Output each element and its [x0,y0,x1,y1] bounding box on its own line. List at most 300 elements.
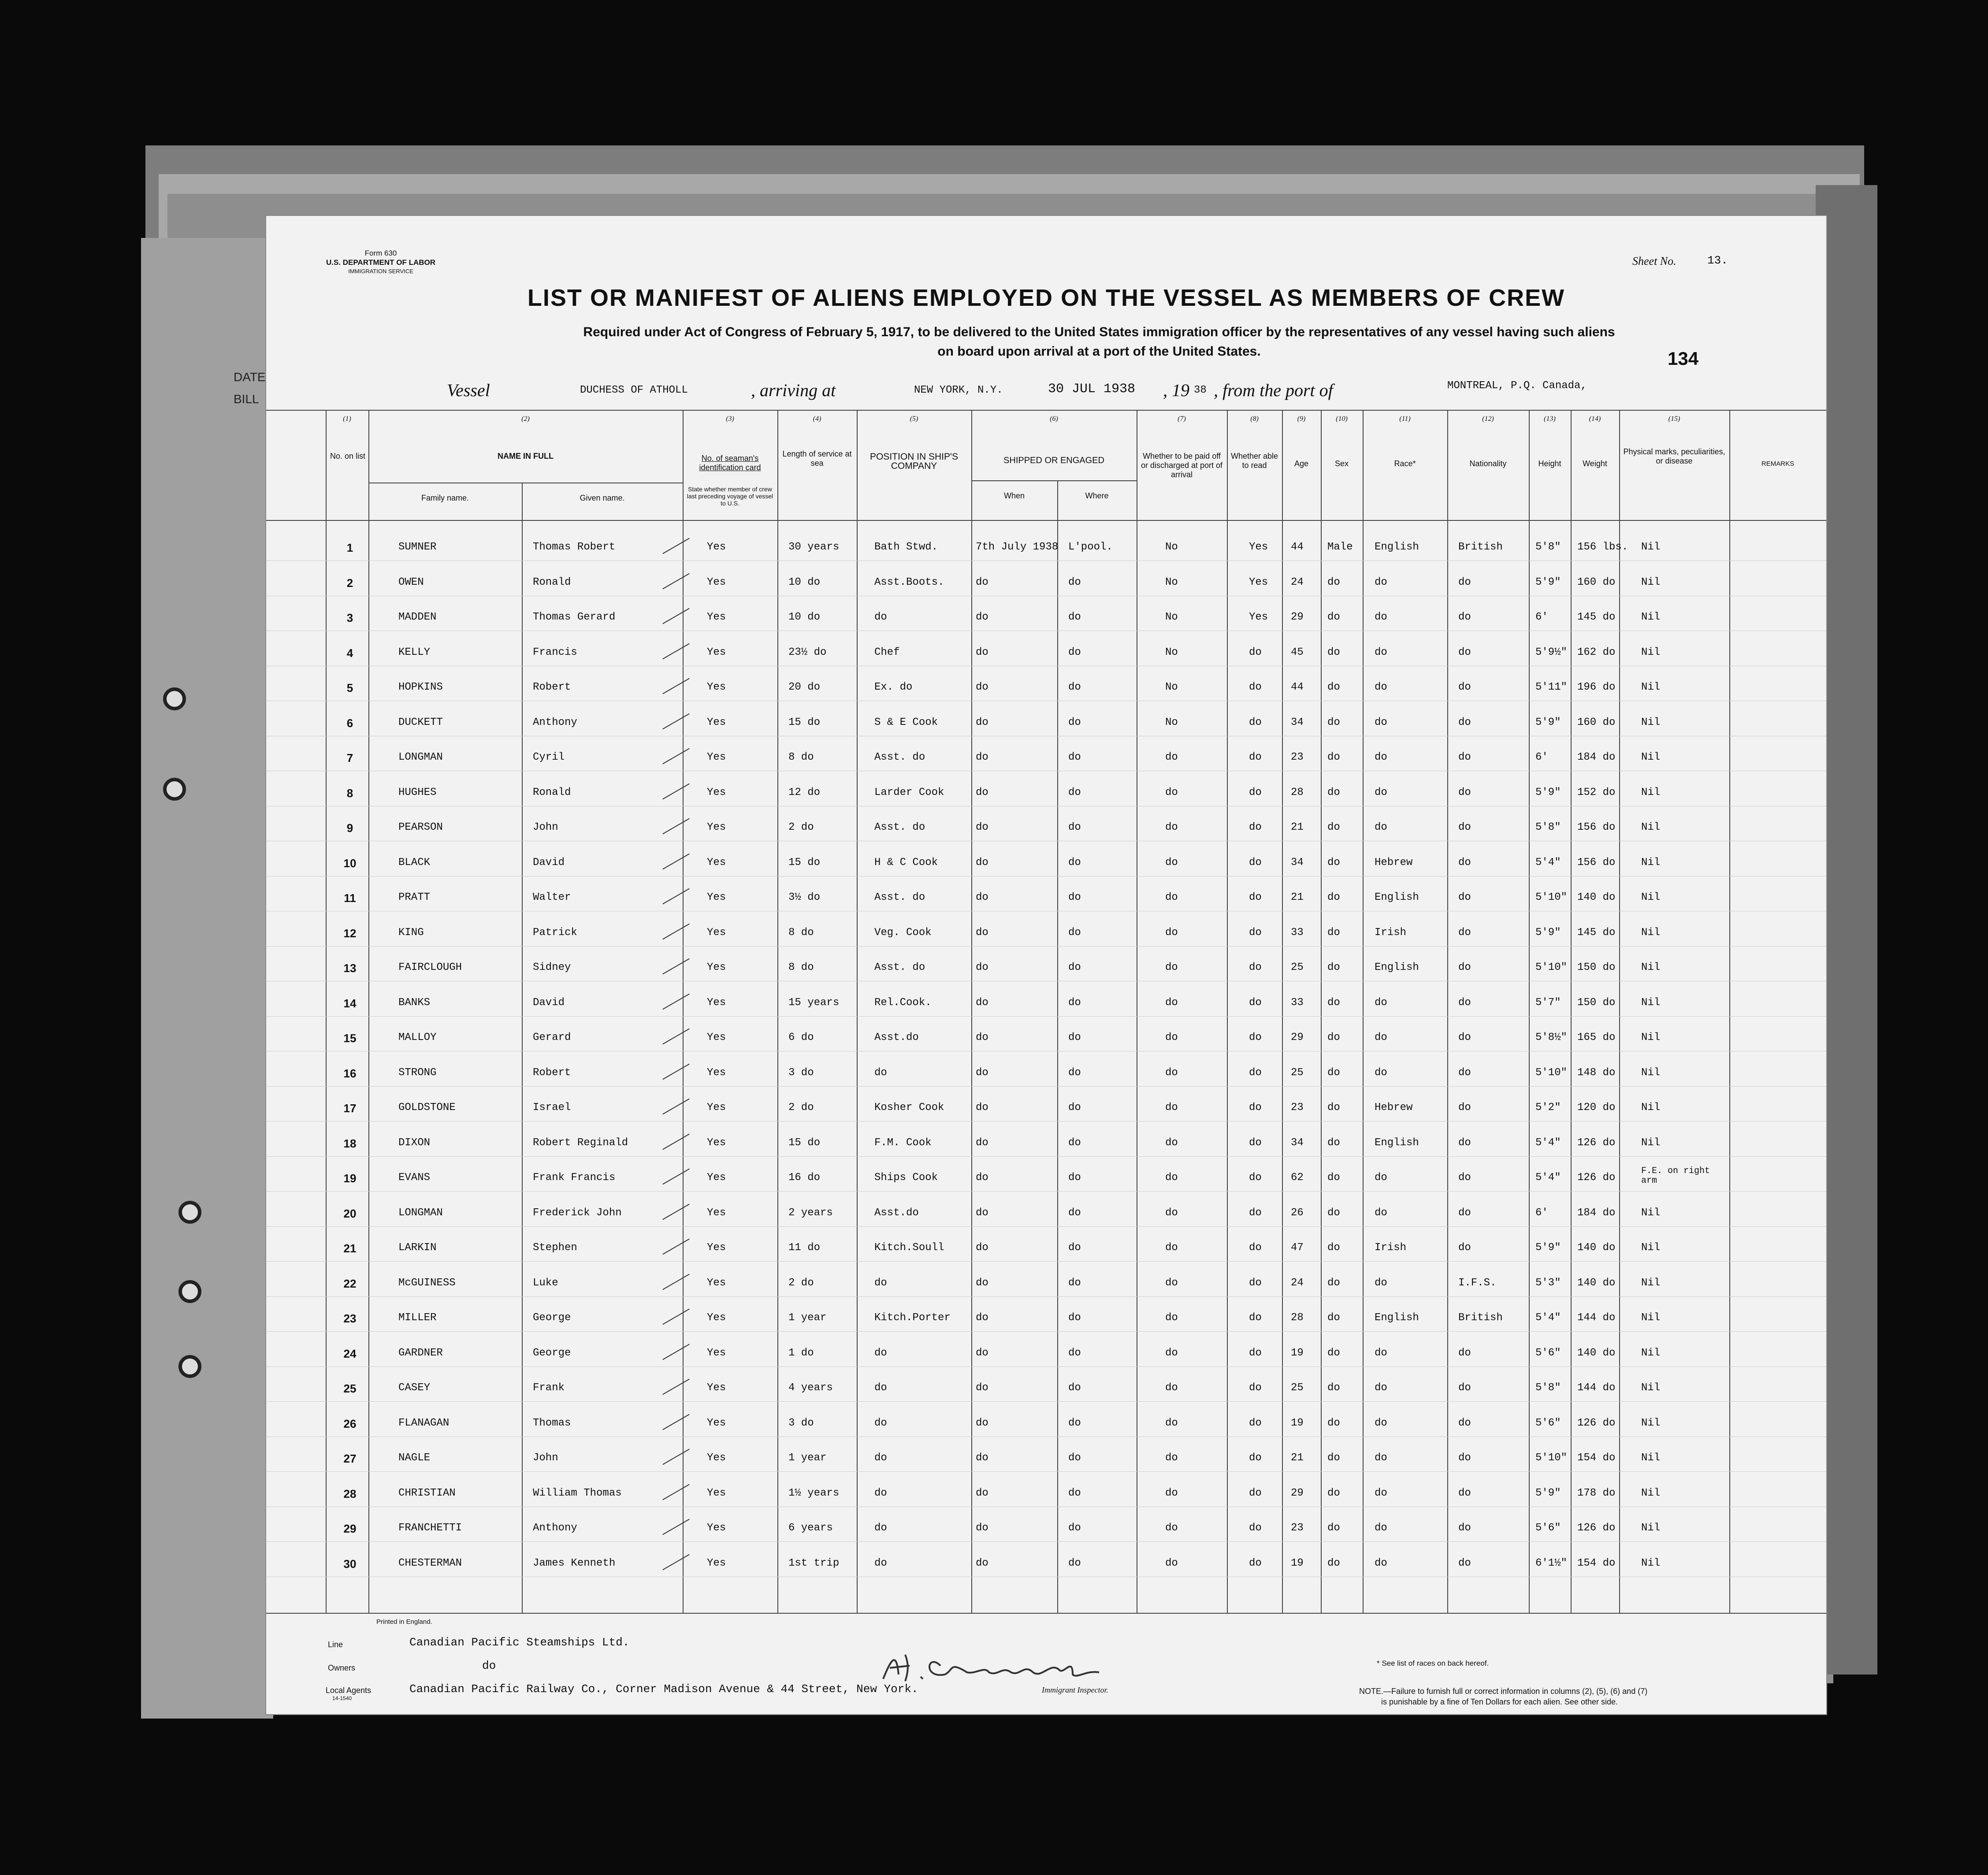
cell-sex: do [1327,1207,1340,1219]
cell-sex: do [1327,962,1340,973]
cell-position: do [874,1522,887,1534]
cell-nationality: British [1458,541,1503,553]
cell-family: FAIRCLOUGH [398,962,462,973]
cell-sex: do [1327,996,1340,1009]
cell-age: 28 [1291,786,1304,798]
from-port-label: , from the port of [1214,380,1333,400]
table-bottom-border [266,1613,1826,1614]
cell-card: Yes [707,1382,726,1394]
cell-read: do [1249,1102,1262,1114]
cell-service: 2 do [788,1277,814,1289]
cell-race: do [1375,1032,1387,1043]
cell-position: Veg. Cook [874,926,932,939]
cell-when: do [976,1382,988,1394]
cell-position: Asst.do [874,1032,919,1043]
cell-card: Yes [707,716,726,728]
header-paid-off: Whether to be paid off or discharged at port of arrival [1141,452,1223,479]
row-divider [266,1331,1826,1332]
cell-marks: Nil [1641,576,1661,588]
cell-nationality: do [1458,891,1471,903]
cell-family: STRONG [398,1066,437,1079]
column-number: (6) [1050,415,1058,423]
cell-height: 5'9" [1535,716,1561,728]
check-mark [662,993,690,1010]
column-number: (11) [1399,415,1411,423]
cell-race: do [1375,1347,1387,1359]
cell-height: 5'8" [1535,541,1561,553]
column-number: (4) [813,415,821,423]
cell-age: 24 [1291,1277,1304,1289]
arrival-port: NEW YORK, N.Y. [914,384,1003,396]
manifest-title: LIST OR MANIFEST OF ALIENS EMPLOYED ON THE VESSEL AS MEMBERS OF CREW [527,285,1565,311]
cell-race: do [1375,1522,1387,1534]
cell-race: English [1375,962,1419,973]
column-divider [1057,480,1058,1613]
cell-when: do [976,1347,988,1359]
cell-age: 25 [1291,1382,1304,1394]
cell-marks: Nil [1641,1347,1661,1359]
header-where: Where [1085,491,1109,500]
cell-when: do [976,1066,988,1079]
cell-when: do [976,1417,988,1429]
cell-age: 23 [1291,1102,1304,1114]
cell-race: Hebrew [1375,1102,1413,1114]
cell-weight: 184 do [1577,751,1616,763]
cell-family: NAGLE [398,1452,431,1464]
cell-read: do [1249,646,1262,658]
cell-num: 3 [346,611,353,624]
cell-read: do [1249,1066,1262,1079]
form-number: Form 630 [364,249,397,257]
check-mark [662,1203,690,1220]
header-race: Race* [1394,459,1416,468]
cell-where: do [1068,1242,1081,1254]
cell-service: 23½ do [788,646,827,658]
cell-sex: do [1327,891,1340,903]
cell-marks: Nil [1641,646,1661,658]
header-shipped-engaged: SHIPPED OR ENGAGED [1003,456,1104,465]
header-physical-marks: Physical marks, peculiarities, or disease [1623,447,1725,465]
cell-service: 20 do [788,681,821,693]
cell-card: Yes [707,1066,726,1079]
cell-family: HOPKINS [398,681,443,693]
cell-height: 5'4" [1535,1172,1561,1184]
cell-position: Ships Cook [874,1172,938,1184]
cell-service: 15 do [788,716,821,728]
cell-marks: Nil [1641,716,1661,728]
cell-family: CASEY [398,1382,431,1394]
cell-age: 34 [1291,716,1304,728]
cell-where: do [1068,1417,1081,1429]
cell-height: 5'6" [1535,1417,1561,1429]
cell-race: do [1375,1066,1387,1079]
cell-service: 10 do [788,611,821,623]
cell-num: 20 [343,1207,357,1220]
header-family-name: Family name. [421,494,469,502]
cell-family: McGUINESS [398,1277,456,1289]
cell-family: CHRISTIAN [398,1487,456,1499]
cell-num: 23 [343,1312,357,1325]
cell-weight: 165 do [1577,1032,1616,1043]
cell-given: Stephen [533,1242,577,1254]
cell-where: do [1068,1557,1081,1569]
cell-given: Cyril [533,751,565,763]
cell-position: Asst. do [874,891,925,903]
cell-when: do [976,646,988,658]
cell-race: do [1375,1382,1387,1394]
cell-given: Frank Francis [533,1172,616,1184]
cell-when: do [976,856,988,869]
cell-position: do [874,1347,887,1359]
cell-family: FRANCHETTI [398,1522,462,1534]
cell-age: 21 [1291,821,1304,833]
cell-weight: 156 do [1577,821,1616,833]
header-height: Height [1538,459,1561,468]
cell-nationality: do [1458,1557,1471,1569]
cell-given: Luke [533,1277,558,1289]
cell-read: do [1249,1242,1262,1254]
cell-race: English [1375,891,1419,903]
column-number: (3) [726,415,734,423]
cell-sex: do [1327,1487,1340,1499]
cell-read: do [1249,1347,1262,1359]
cell-height: 5'10" [1535,962,1568,973]
cell-given: Robert [533,681,571,693]
cell-num: 30 [343,1557,357,1571]
cell-where: do [1068,1102,1081,1114]
cell-service: 3 do [788,1417,814,1429]
cell-position: Ex. do [874,681,913,693]
cell-weight: 150 do [1577,962,1616,973]
cell-race: do [1375,751,1387,763]
cell-nationality: do [1458,1242,1471,1254]
check-mark [662,818,690,835]
cell-where: do [1068,1382,1081,1394]
cell-weight: 140 do [1577,1347,1616,1359]
cell-position: do [874,1487,887,1499]
cell-marks: Nil [1641,1032,1661,1043]
cell-marks: Nil [1641,1136,1661,1149]
check-mark [662,1239,690,1255]
cell-card: Yes [707,926,726,939]
sheet-number: 13. [1707,254,1728,267]
cell-where: do [1068,821,1081,833]
cell-card: Yes [707,751,726,763]
cell-service: 8 do [788,962,814,973]
cell-read: do [1249,1557,1262,1569]
cell-where: do [1068,1522,1081,1534]
cell-age: 47 [1291,1242,1304,1254]
cell-nationality: do [1458,681,1471,693]
cell-sex: do [1327,1032,1340,1043]
cell-card: Yes [707,1207,726,1219]
cell-nationality: do [1458,1417,1471,1429]
agents-value: Canadian Pacific Railway Co., Corner Madison Avenue & 44 Street, New York. [409,1682,918,1696]
cell-paid: No [1165,576,1178,588]
cell-service: 1st trip [788,1557,840,1569]
cell-paid: do [1165,1452,1178,1464]
cell-nationality: do [1458,1347,1471,1359]
check-mark [662,923,690,939]
cell-family: MILLER [398,1312,437,1324]
cell-family: FLANAGAN [398,1417,450,1429]
line-label: Line [328,1640,343,1649]
cell-marks: Nil [1641,821,1661,833]
cell-paid: do [1165,1032,1178,1043]
cell-service: 2 years [788,1207,833,1219]
cell-where: do [1068,1277,1081,1289]
cell-where: do [1068,1066,1081,1079]
cell-num: 1 [346,541,353,554]
row-divider [266,1191,1826,1192]
cell-service: 2 do [788,1102,814,1114]
cell-paid: do [1165,856,1178,869]
cell-service: 1 do [788,1347,814,1359]
cell-position: do [874,1417,887,1429]
cell-where: do [1068,1136,1081,1149]
cell-num: 5 [346,681,353,694]
cell-sex: do [1327,1102,1340,1114]
cell-marks: Nil [1641,786,1661,798]
cell-weight: 150 do [1577,996,1616,1009]
cell-when: do [976,1452,988,1464]
cell-read: do [1249,1207,1262,1219]
cell-nationality: do [1458,751,1471,763]
header-sex: Sex [1334,459,1349,468]
cell-family: KING [398,926,424,939]
cell-read: do [1249,716,1262,728]
subtitle-line-1: Required under Act of Congress of February 5, 1917, to be delivered to the United States immigration officer by the representatives of any vessel having such aliens [583,325,1615,339]
cell-height: 5'8" [1535,821,1561,833]
cell-card: Yes [707,1277,726,1289]
cell-given: Sidney [533,962,571,973]
cell-when: do [976,1522,988,1534]
row-divider [266,1261,1826,1262]
cell-when: do [976,716,988,728]
cell-race: Irish [1375,1242,1407,1254]
cell-when: do [976,996,988,1009]
cell-num: 14 [343,996,357,1010]
cell-paid: do [1165,1207,1178,1219]
vessel-label: Vessel [447,380,490,400]
cell-nationality: do [1458,786,1471,798]
cell-position: do [874,1277,887,1289]
cell-family: PRATT [398,891,431,903]
cell-height: 5'9" [1535,926,1561,939]
cell-read: do [1249,1136,1262,1149]
row-divider [266,1016,1826,1017]
cell-family: MALLOY [398,1032,437,1043]
cell-sex: do [1327,1242,1340,1254]
cell-race: do [1375,1452,1387,1464]
edge-date-label: DATE [234,370,266,384]
cell-given: James Kenneth [533,1557,616,1569]
cell-paid: do [1165,1382,1178,1394]
cell-nationality: do [1458,996,1471,1009]
cell-nationality: do [1458,576,1471,588]
cell-height: 5'4" [1535,1312,1561,1324]
cell-sex: do [1327,1452,1340,1464]
owners-label: Owners [328,1663,356,1672]
cell-height: 5'4" [1535,1136,1561,1149]
cell-position: do [874,1382,887,1394]
cell-position: H & C Cook [874,856,938,869]
cell-num: 16 [343,1066,357,1080]
cell-read: Yes [1249,576,1268,588]
cell-position: Rel.Cook. [874,996,932,1009]
agents-label: Local Agents [326,1686,372,1695]
cell-sex: Male [1327,541,1353,553]
cell-nationality: do [1458,856,1471,869]
cell-given: John [533,1452,558,1464]
column-divider [971,410,972,1613]
cell-marks: Nil [1641,681,1661,693]
header-nationality: Nationality [1469,459,1507,468]
cell-card: Yes [707,1312,726,1324]
cell-where: do [1068,926,1081,939]
cell-family: EVANS [398,1172,431,1184]
check-mark [662,1554,690,1570]
header-id-card: No. of seaman's identification card [699,454,761,472]
cell-weight: 140 do [1577,891,1616,903]
cell-race: do [1375,1277,1387,1289]
cell-where: do [1068,1312,1081,1324]
cell-nationality: do [1458,646,1471,658]
cell-family: BANKS [398,996,431,1009]
cell-sex: do [1327,576,1340,588]
cell-service: 15 do [788,1136,821,1149]
row-divider [266,1401,1826,1402]
cell-paid: do [1165,786,1178,798]
cell-card: Yes [707,1032,726,1043]
cell-card: Yes [707,611,726,623]
column-divider [1729,410,1730,1613]
cell-age: 21 [1291,1452,1304,1464]
cell-num: 25 [343,1382,357,1395]
cell-age: 23 [1291,751,1304,763]
check-mark [662,1379,690,1395]
binder-hole [178,1201,201,1224]
cell-age: 29 [1291,1487,1304,1499]
cell-paid: do [1165,1136,1178,1149]
cell-marks: Nil [1641,1557,1661,1569]
fine-note-line-2: is punishable by a fine of Ten Dollars for each alien. See other side. [1381,1697,1618,1706]
cell-card: Yes [707,891,726,903]
cell-service: 8 do [788,926,814,939]
cell-marks: Nil [1641,962,1661,973]
cell-nationality: do [1458,1487,1471,1499]
binder-hole [178,1355,201,1378]
cell-height: 6' [1535,1207,1548,1219]
cell-num: 17 [343,1102,357,1115]
cell-when: do [976,1557,988,1569]
check-mark [662,748,690,765]
cell-race: do [1375,646,1387,658]
cell-marks: Nil [1641,1242,1661,1254]
cell-age: 34 [1291,1136,1304,1149]
cell-given: George [533,1347,571,1359]
column-divider [326,410,327,1613]
cell-sex: do [1327,751,1340,763]
cell-when: 7th July 1938 [976,541,1059,553]
check-mark [662,538,690,554]
column-divider [1529,410,1530,1613]
cell-card: Yes [707,786,726,798]
cell-weight: 126 do [1577,1136,1616,1149]
vessel-name: DUCHESS OF ATHOLL [580,384,688,396]
cell-num: 9 [346,821,353,835]
header-when: When [1003,491,1025,500]
cell-given: Israel [533,1102,571,1114]
cell-marks: F.E. on right arm [1641,1166,1710,1186]
cell-race: do [1375,681,1387,693]
cell-height: 5'10" [1535,1452,1568,1464]
cell-race: Hebrew [1375,856,1413,869]
cell-when: do [976,891,988,903]
cell-height: 5'9" [1535,786,1561,798]
cell-sex: do [1327,821,1340,833]
cell-race: do [1375,716,1387,728]
cell-age: 33 [1291,926,1304,939]
cell-position: Kitch.Porter [874,1312,951,1324]
cell-nationality: do [1458,1102,1471,1114]
cell-sex: do [1327,1522,1340,1534]
cell-nationality: do [1458,611,1471,623]
cell-nationality: do [1458,1452,1471,1464]
cell-race: do [1375,611,1387,623]
check-mark [662,1169,690,1185]
cell-family: LARKIN [398,1242,437,1254]
check-mark [662,888,690,905]
row-divider [266,1541,1826,1542]
column-divider [522,483,523,1613]
edge-bill-label: BILL [234,392,259,406]
cell-family: HUGHES [398,786,437,798]
cell-weight: 145 do [1577,611,1616,623]
cell-position: Asst.Boots. [874,576,944,588]
cell-card: Yes [707,1522,726,1534]
cell-read: do [1249,891,1262,903]
cell-position: Kitch.Soull [874,1242,944,1254]
cell-race: do [1375,1207,1387,1219]
cell-sex: do [1327,611,1340,623]
cell-when: do [976,1242,988,1254]
cell-given: Gerard [533,1032,571,1043]
cell-num: 12 [343,926,357,940]
cell-weight: 154 do [1577,1452,1616,1464]
cell-when: do [976,1277,988,1289]
cell-when: do [976,962,988,973]
cell-family: OWEN [398,576,424,588]
cell-when: do [976,681,988,693]
cell-sex: do [1327,1417,1340,1429]
cell-read: do [1249,926,1262,939]
column-number: (13) [1544,415,1556,423]
cell-paid: do [1165,1347,1178,1359]
cell-given: Anthony [533,1522,577,1534]
check-mark [662,713,690,729]
cell-family: CHESTERMAN [398,1557,462,1569]
cell-age: 19 [1291,1557,1304,1569]
cell-race: do [1375,576,1387,588]
cell-nationality: do [1458,962,1471,973]
cell-race: English [1375,1136,1419,1149]
line-value: Canadian Pacific Steamships Ltd. [409,1636,630,1649]
column-divider [1571,410,1572,1613]
cell-weight: 140 do [1577,1277,1616,1289]
cell-read: do [1249,996,1262,1009]
cell-marks: Nil [1641,996,1661,1009]
